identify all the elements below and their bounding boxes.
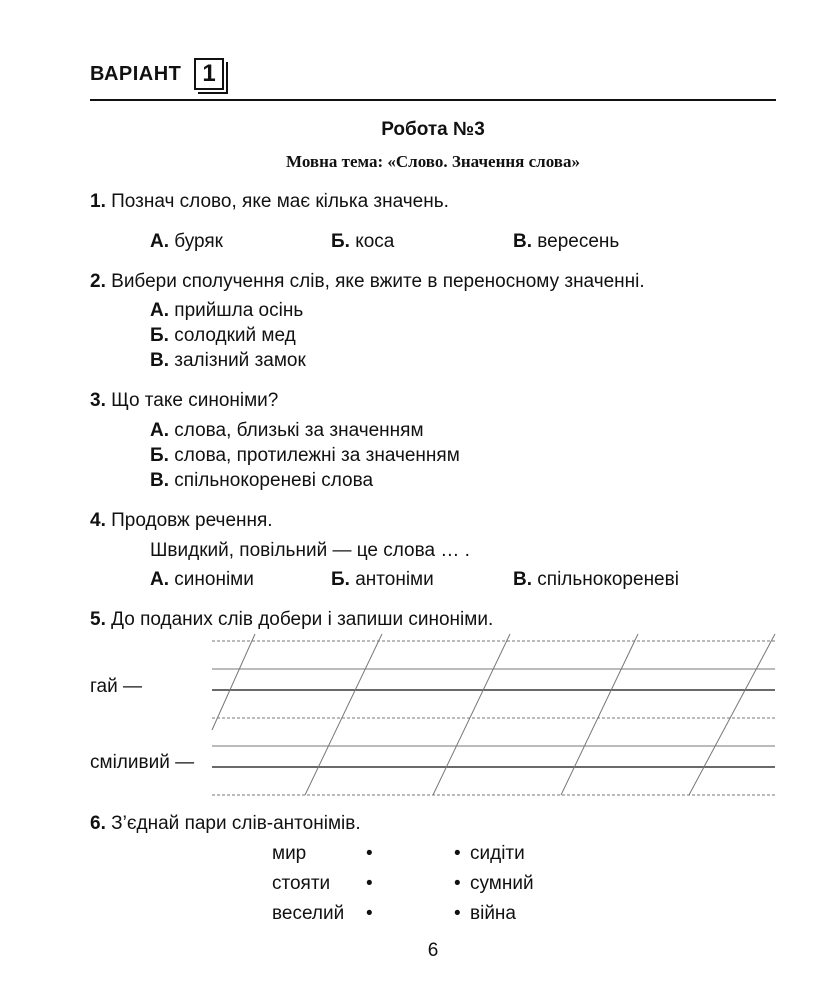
option-text: залізний замок xyxy=(174,350,306,371)
question-6 xyxy=(90,813,361,835)
variant-label: ВАРІАНТ xyxy=(90,63,182,85)
question-number: 2. xyxy=(90,271,106,292)
option-text: слова, близькі за значенням xyxy=(174,420,424,441)
question-text: До поданих слів добери і запиши синоніми. xyxy=(111,609,494,630)
question-number: 5. xyxy=(90,609,106,630)
antonym-left-2: стояти xyxy=(272,873,331,894)
option-text: прийшла осінь xyxy=(174,300,304,321)
option-letter: Б. xyxy=(331,569,350,590)
option-text: спільнокореневі xyxy=(537,569,679,590)
option-letter: А. xyxy=(150,231,169,252)
option-letter: Б. xyxy=(150,445,169,466)
option-letter: А. xyxy=(150,569,169,590)
option-letter: Б. xyxy=(331,231,350,252)
option-letter: А. xyxy=(150,420,169,441)
option-text: антоніми xyxy=(355,569,434,590)
question-number: 4. xyxy=(90,510,106,531)
option-text: спільнокореневі слова xyxy=(174,470,374,491)
bullet-left-1[interactable]: • xyxy=(366,843,373,864)
question-text: Продовж речення. xyxy=(111,510,273,531)
question-number: 6. xyxy=(90,813,106,834)
option-text: синоніми xyxy=(174,569,254,590)
bullet-left-2[interactable]: • xyxy=(366,873,373,894)
option-letter: Б. xyxy=(150,325,169,346)
option-letter: В. xyxy=(150,350,169,371)
synonym-word-2: сміливий — xyxy=(90,752,195,773)
option-text: слова, протилежні за значенням xyxy=(174,445,460,466)
option-text: солодкий мед xyxy=(174,325,296,346)
option-letter: В. xyxy=(150,470,169,491)
option-text: вересень xyxy=(537,231,620,252)
question-text: Що таке синоніми? xyxy=(111,390,279,411)
page-number: 6 xyxy=(427,940,439,961)
antonym-right-1: сидіти xyxy=(470,843,525,864)
question-number: 3. xyxy=(90,390,106,411)
work-title: Робота №3 xyxy=(381,119,485,140)
antonym-left-1: мир xyxy=(272,843,307,864)
variant-number-box: 1 xyxy=(194,58,224,90)
option-text: коса xyxy=(355,231,395,252)
bullet-right-3[interactable]: • xyxy=(454,903,461,924)
bullet-right-2[interactable]: • xyxy=(454,873,461,894)
sentence-prompt: Швидкий, повільний — це слова … . xyxy=(150,540,470,561)
option-letter: В. xyxy=(513,569,532,590)
antonym-right-3: війна xyxy=(470,903,516,924)
antonym-right-2: сумний xyxy=(470,873,534,894)
bullet-right-1[interactable]: • xyxy=(454,843,461,864)
bullet-left-3[interactable]: • xyxy=(366,903,373,924)
question-text: Познач слово, яке має кілька значень. xyxy=(111,191,449,212)
question-number: 1. xyxy=(90,191,106,212)
theme-title: Мовна тема: «Слово. Значення слова» xyxy=(286,152,580,171)
question-text: З’єднай пари слів-антонімів. xyxy=(111,813,361,834)
option-letter: А. xyxy=(150,300,169,321)
antonym-left-3: веселий xyxy=(272,903,345,924)
synonym-word-1: гай — xyxy=(90,676,142,697)
question-text: Вибери сполучення слів, яке вжите в переносному значенні. xyxy=(111,271,645,292)
option-text: буряк xyxy=(174,231,223,252)
option-letter: В. xyxy=(513,231,532,252)
